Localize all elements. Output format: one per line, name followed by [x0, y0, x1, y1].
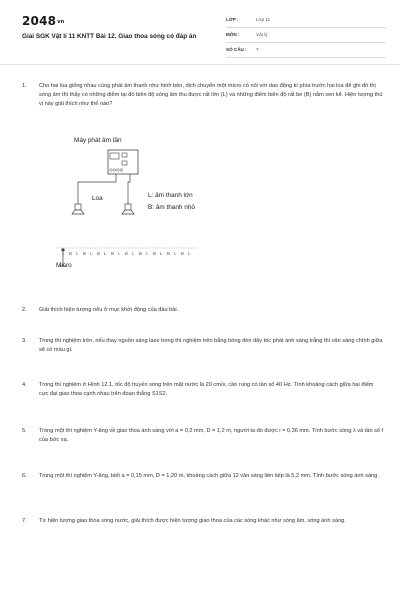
meta-row-class [226, 14, 386, 28]
scale-mark: L [160, 251, 163, 256]
scale-mark: L [118, 251, 121, 256]
question-number: 6. [22, 473, 27, 479]
meta-row-count [226, 44, 386, 58]
scale-mark: B [125, 251, 128, 256]
meta-value: Vật lý [256, 32, 268, 37]
scale-mark: B [139, 251, 142, 256]
meta-label: SỐ CÂU : [226, 47, 247, 52]
scale-mark: L [62, 251, 65, 256]
speaker-label: Loa [92, 195, 103, 202]
scale-mark: L [132, 251, 135, 256]
generator-button [122, 153, 127, 157]
site-logo[interactable]: $2048^{vn}$ [22, 14, 65, 28]
scale-mark: B [83, 251, 86, 256]
speaker-interference-figure [56, 132, 226, 282]
header-divider [0, 64, 400, 65]
scale-mark: B [167, 251, 170, 256]
meta-table [226, 14, 386, 58]
scale-mark: B [69, 251, 72, 256]
question-text: Trong một thí nghiệm Y-âng, biết a = 0,15 mm, D = 1,20 m, khoảng cách giữa 12 vân sáng liên tiếp là 5,2 mm. Tính bước sóng ánh sáng. [39, 473, 379, 479]
question-text: Trong một thí nghiệm Y-âng về giao thoa ánh sáng với a = 0,2 mm, D = 1,2 m, người ta đo được i = 0,36 mm. Tính bước sóng λ và tần số f của bức xạ. [39, 428, 384, 443]
scale-mark: L [90, 251, 93, 256]
question-text: Trong thí nghiệm ở Hình 12.1, tốc độ truyền sóng trên mặt nước là 20 cm/s, cần rung có tần số 40 Hz. Tính khoảng cách giữa hai điểm cực đại giao thoa cạnh nhau trên đoạn thẳng S1S2. [39, 382, 374, 397]
speaker-left-cone [72, 210, 84, 214]
meta-value: 7 [256, 47, 259, 52]
question-number: 1. [22, 83, 27, 89]
scale-mark: B [153, 251, 156, 256]
figure-diagram [56, 132, 226, 282]
header [0, 0, 400, 64]
question-number: 4. [22, 382, 27, 388]
speaker-wire-right [128, 174, 130, 204]
generator-screen [110, 153, 119, 159]
question-number: 3. [22, 338, 27, 344]
scale-mark: B [111, 251, 114, 256]
micro-label: Micro [56, 262, 72, 269]
speaker-right-body [125, 204, 131, 210]
scale-mark: B [97, 251, 100, 256]
scale-mark: B [181, 251, 184, 256]
question-number: 7. [22, 518, 27, 524]
meta-label: LỚP : [226, 17, 239, 22]
meta-row-subject [226, 29, 386, 43]
page-title: Giải SGK Vật lí 11 KNTT Bài 12. Giao thoa sóng có đáp án [22, 33, 197, 40]
meta-value: Lớp 11 [256, 17, 271, 22]
meta-label: MÔN : [226, 32, 240, 37]
generator-label: Máy phát âm tần [74, 137, 122, 144]
question-text: Cho hai loa giống nhau cùng phát âm thanh như hình bên, dịch chuyển một micro có nối với dao động kí phía trước hai loa để ghi đồ thị sóng âm thì thấy có những điểm tại đó biên độ sóng âm thu được rất lớn (L) và những điểm biên độ rất bé (B) nằm xen kẽ. Hiện tượng thú vị này giải thích như thế nào? [39, 83, 383, 107]
scale-mark: L [104, 251, 107, 256]
question-text: Trong thí nghiệm trên, nếu thay nguồn sáng laze trong thí nghiệm trên bằng bóng đèn dây tóc phát ánh sáng trắng thì vân sáng chính giữa sẽ có màu gì. [39, 338, 383, 353]
question-number: 2. [22, 307, 27, 313]
generator-button [122, 161, 127, 165]
legend-loud: L: âm thanh lớn [148, 192, 193, 199]
question-text: Giải thích hiện tượng nêu ở mục khởi động của đầu bài. [39, 307, 179, 313]
scale-mark: L [174, 251, 177, 256]
scale-mark: L [146, 251, 149, 256]
speaker-left-body [75, 204, 81, 210]
legend-quiet: B: âm thanh nhỏ [148, 204, 195, 211]
question-number: 5. [22, 428, 27, 434]
question-text: Từ hiện tượng giao thoa sóng nước, giải thích được hiện tượng giao thoa của các sóng khác như sóng âm, sóng ánh sáng. [39, 518, 346, 524]
speaker-right-cone [122, 210, 134, 214]
scale-mark: L [76, 251, 79, 256]
scale-mark: L [188, 251, 191, 256]
